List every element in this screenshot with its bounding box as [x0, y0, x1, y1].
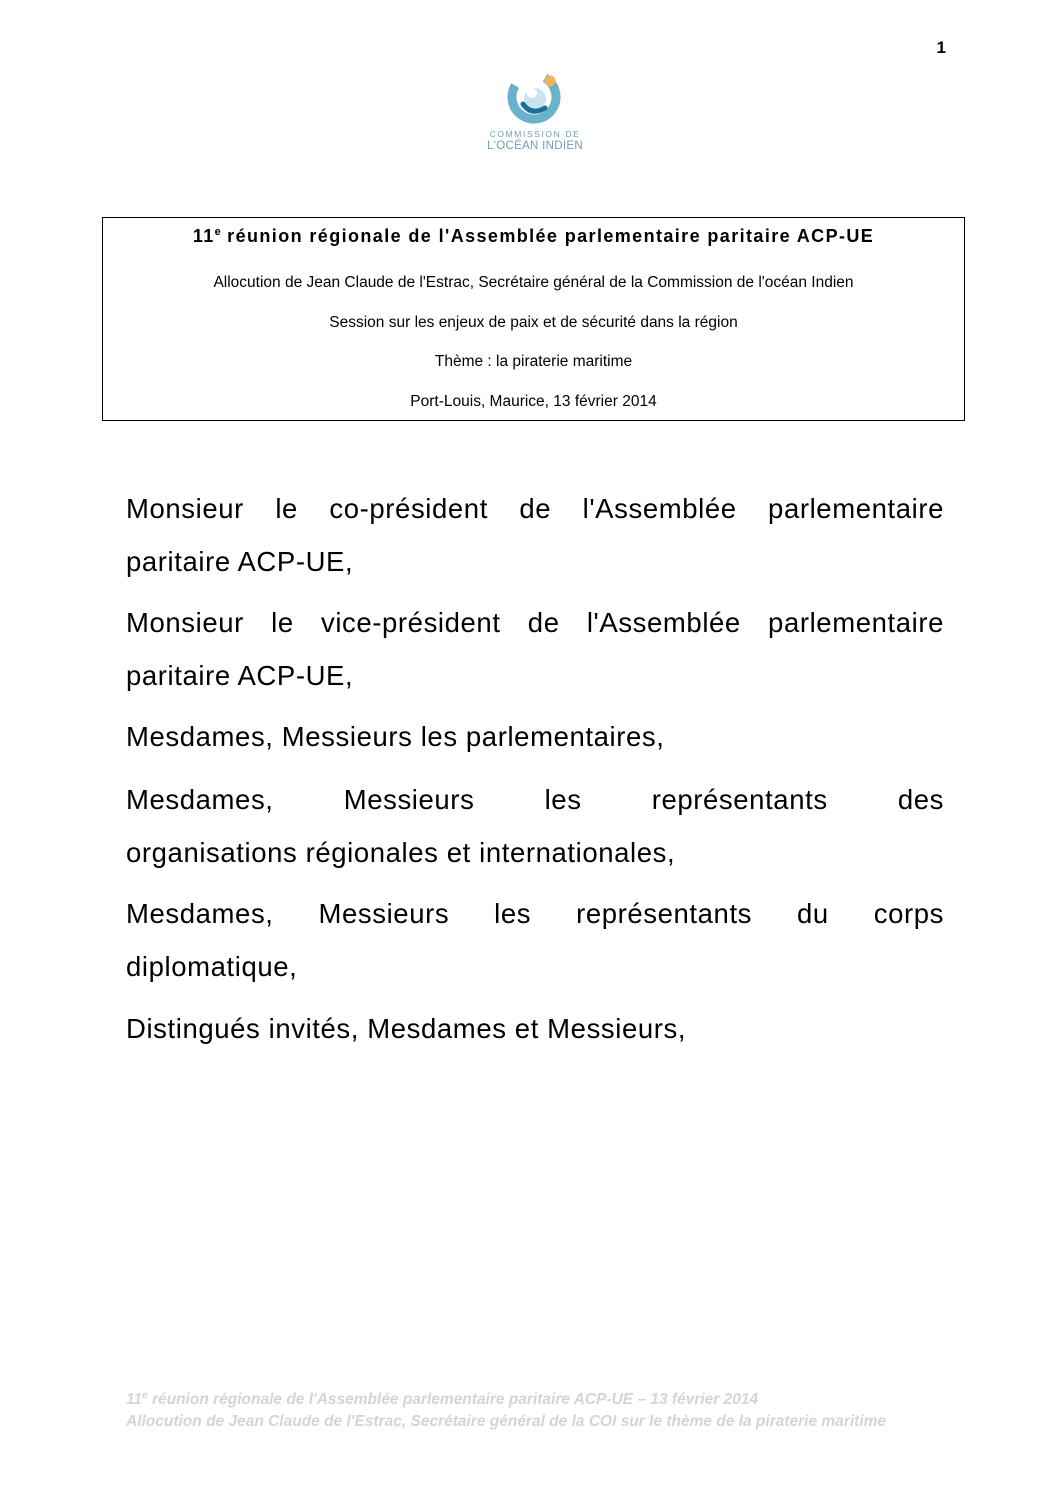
salutation-line: Mesdames, Messieurs les représentants des	[126, 784, 944, 815]
logo-text-line1: COMMISSION DE	[489, 129, 581, 139]
salutation-line: Monsieur le vice-président de l'Assemblée parlementaire	[126, 607, 944, 638]
coi-logo	[470, 62, 600, 162]
salutation-organisations	[126, 773, 944, 879]
header-box	[102, 217, 965, 421]
header-session: Session sur les enjeux de paix et de sécurité dans la région	[329, 314, 738, 331]
footer-line2: Allocution de Jean Claude de l'Estrac, Secrétaire général de la COI sur le thème de la piraterie maritime	[126, 1413, 887, 1431]
page-footer	[126, 1385, 926, 1433]
salutation-line: paritaire ACP-UE,	[126, 660, 354, 691]
logo-text-line2: L'OCÉAN INDIEN	[487, 140, 583, 152]
footer-ordinal-suffix: e	[142, 1390, 148, 1401]
header-theme: Thème : la piraterie maritime	[434, 353, 633, 370]
title-number: 11	[192, 226, 215, 246]
salutation-guests: Distingués invités, Mesdames et Messieurs,	[126, 1013, 687, 1044]
salutation-line: Monsieur le co-président de l'Assemblée parlementaire	[126, 493, 944, 524]
salutation-line: organisations régionales et internationales,	[126, 837, 676, 868]
salutation-diplomatic-corps	[126, 887, 944, 993]
footer-number: 11	[126, 1391, 143, 1409]
header-place-date: Port-Louis, Maurice, 13 février 2014	[410, 393, 657, 410]
salutation-vice-president	[126, 596, 944, 702]
salutation-line: paritaire ACP-UE,	[126, 546, 354, 577]
footer-line1	[126, 1385, 926, 1411]
salutation-line: Mesdames, Messieurs les représentants du corps	[126, 898, 944, 929]
coi-logo-icon	[503, 64, 567, 128]
document-title	[103, 226, 964, 247]
title-ordinal-suffix: e	[214, 226, 221, 238]
footer-text: réunion régionale de l'Assemblée parlementaire paritaire ACP-UE – 13 février 2014	[147, 1391, 759, 1409]
title-text: réunion régionale de l'Assemblée parlementaire paritaire ACP-UE	[220, 226, 875, 246]
header-speaker: Allocution de Jean Claude de l'Estrac, Secrétaire général de la Commission de l'océan Indien	[213, 274, 854, 291]
salutation-parliamentarians: Mesdames, Messieurs les parlementaires,	[126, 721, 665, 752]
salutation-co-president	[126, 482, 944, 588]
page-number: 1	[936, 38, 946, 57]
salutation-line: diplomatique,	[126, 951, 298, 982]
